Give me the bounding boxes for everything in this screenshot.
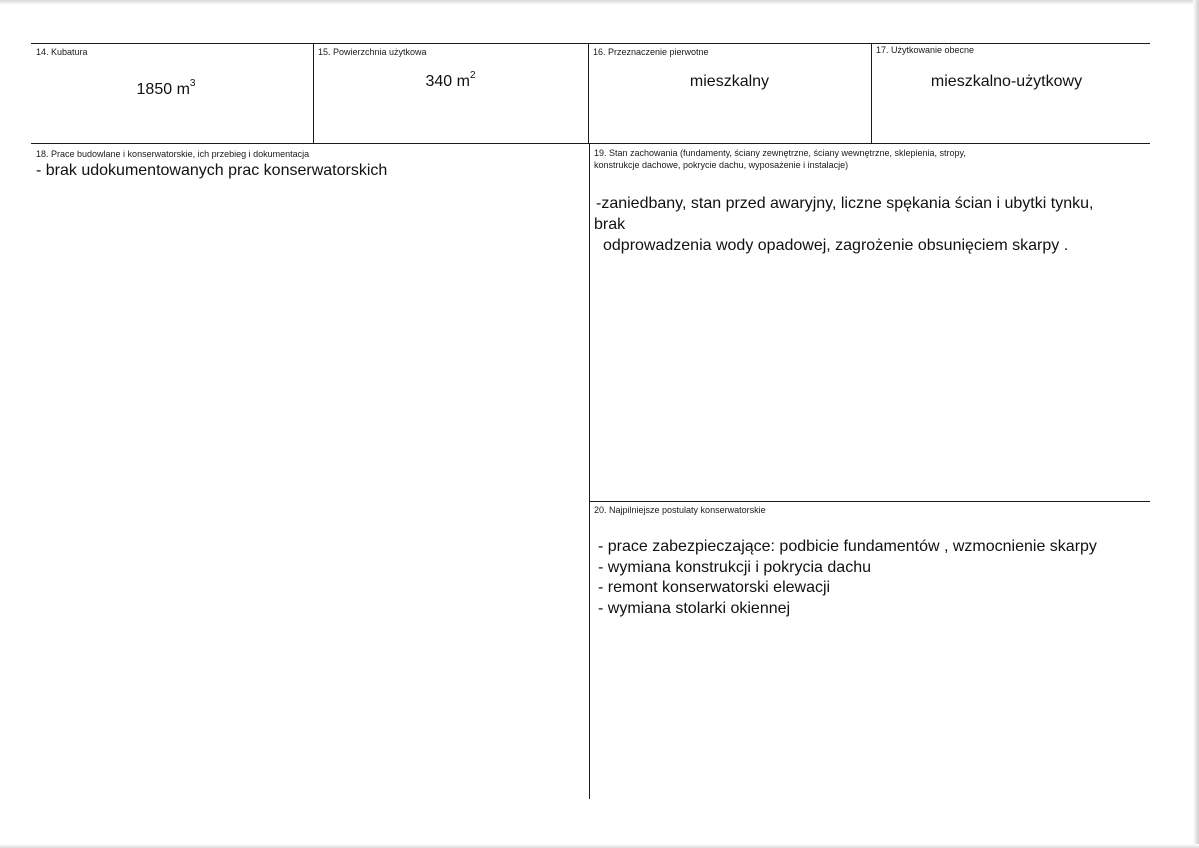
- top-border: [31, 43, 1150, 44]
- section-20-top-border: [589, 501, 1150, 502]
- row1-bottom-border: [31, 143, 1150, 144]
- powierzchnia-number: 340 m: [425, 73, 470, 90]
- powierzchnia-label: 15. Powierzchnia użytkowa: [318, 47, 427, 57]
- scan-edge-bottom: [0, 844, 1199, 848]
- prace-label: 18. Prace budowlane i konserwatorskie, ich przebieg i dokumentacja: [36, 149, 310, 159]
- stan-line-1: -zaniedbany, stan przed awaryjny, liczne spękania ścian i ubytki tynku,: [596, 195, 1094, 212]
- kubatura-value: [31, 77, 301, 100]
- stan-line-3: odprowadzenia wody opadowej, zagrożenie obsunięciem skarpy .: [603, 237, 1069, 254]
- scan-edge-top: [0, 0, 1199, 5]
- przeznaczenie-value: mieszkalny: [689, 73, 770, 90]
- postulaty-item-3: - remont konserwatorski elewacji: [598, 579, 831, 596]
- divider-18-19: [589, 143, 590, 799]
- divider-14-15: [313, 43, 314, 143]
- przeznaczenie-label: 16. Przeznaczenie pierwotne: [593, 47, 709, 57]
- divider-16-17: [871, 43, 872, 143]
- postulaty-label: 20. Najpilniejsze postulaty konserwatorskie: [594, 505, 766, 515]
- kubatura-number: 1850 m: [136, 81, 190, 98]
- postulaty-item-4: - wymiana stolarki okiennej: [598, 600, 791, 617]
- uzytkowanie-value: mieszkalno-użytkowy: [930, 73, 1083, 90]
- kubatura-label: 14. Kubatura: [36, 47, 88, 57]
- stan-label-line1: 19. Stan zachowania (fundamenty, ściany zewnętrzne, ściany wewnętrzne, sklepienia, stropy,: [594, 148, 966, 158]
- powierzchnia-unit-exponent: 2: [469, 69, 476, 81]
- scan-edge-right: [1193, 0, 1199, 848]
- prace-value: - brak udokumentowanych prac konserwatorskich: [36, 162, 388, 179]
- postulaty-item-1: - prace zabezpieczające: podbicie fundamentów , wzmocnienie skarpy: [598, 538, 1097, 555]
- powierzchnia-value: [313, 69, 588, 92]
- stan-line-2: brak: [594, 216, 626, 233]
- divider-15-16: [588, 43, 589, 143]
- stan-label-line2: konstrukcje dachowe, pokrycie dachu, wyposażenie i instalacje): [594, 160, 849, 170]
- postulaty-item-2: - wymiana konstrukcji i pokrycia dachu: [598, 559, 871, 576]
- uzytkowanie-label: 17. Użytkowanie obecne: [876, 45, 975, 55]
- kubatura-unit-exponent: 3: [189, 77, 196, 89]
